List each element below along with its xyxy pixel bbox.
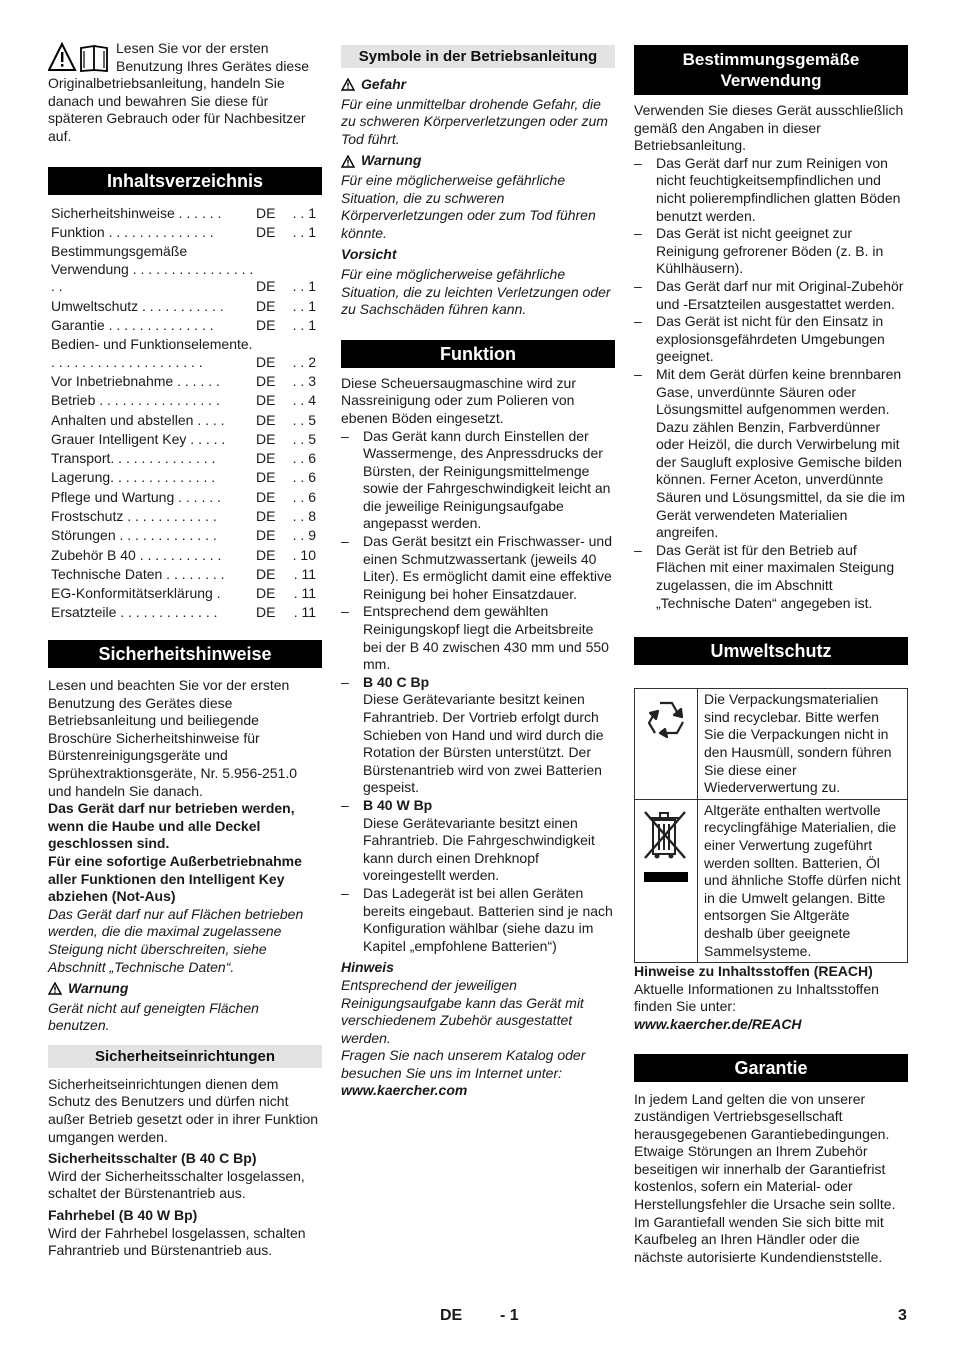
toc-entry-title: Bestimmungsgemäße Verwendung . . . . . . . . . . . . . . . . . . [51,243,254,295]
warranty-heading: Garantie [634,1054,908,1082]
toc-entry-title: Funktion . . . . . . . . . . . . . . [51,223,214,240]
toc-entry-lang: DE [256,585,276,602]
crossed-out-bin-icon [641,806,691,886]
intended-use-item: – Das Gerät ist nicht geeignet zur Reinigung gefrorener Böden (z. B. in Kühlhäusern). [634,225,884,277]
intended-use-item: – Das Gerät ist nicht für den Einsatz in explosionsgefährdeten Umgebungen geeignet. [634,313,885,365]
function-heading: Funktion [341,340,615,368]
warning-triangle-icon [48,982,62,995]
charger-item: – Das Ladegerät ist bei allen Geräten bereits eingebaut. Batterien sind je nach Konfiguration wählbar (siehe dazu im Kapitel „empfohlene Batterien“) [341,884,613,954]
toc-entry-page: . . 6 [292,450,316,467]
toc-entry[interactable] [51,317,322,335]
kaercher-link[interactable]: www.kaercher.com [341,1082,468,1099]
variant-w-title: B 40 W Bp [363,796,433,813]
footer-section-page: - 1 [500,1307,519,1324]
page-number: 3 [898,1307,907,1324]
toc-entry-title: Lagerung. . . . . . . . . . . . . . [51,469,216,486]
toc-entry-page: . . 4 [292,392,316,409]
toc-entry[interactable] [51,469,322,487]
toc-entry-title: Vor Inbetriebnahme . . . . . . [51,373,220,390]
column-middle [341,45,615,1100]
toc-entry-page: . . 5 [292,430,316,447]
toc-entry-title: Störungen . . . . . . . . . . . . . [51,527,217,544]
reach-text: Aktuelle Informationen zu Inhaltsstoffen finden Sie unter: [634,980,879,1015]
warning-manual-icon [48,42,112,72]
toc-entry-title: Grauer Intelligent Key . . . . . [51,430,226,447]
toc-entry-lang: DE [256,204,276,221]
toc-entry-page: . . 5 [292,411,316,428]
safety-warning-label: Warnung [68,980,129,997]
safety-slope-note: Das Gerät darf nur auf Flächen betrieben werden, die die maximal zugelassene Steigung nicht überschreiten, siehe Abschnitt „Technische Daten“. [48,905,304,975]
packaging-text: Die Verpackungsmaterialien sind recyclebar. Bitte werfen Sie die Verpackungen nicht in den Hausmüll, sondern führen Sie diese einer Wiederverwertung zu. [698,689,908,800]
danger-label: Gefahr [361,76,407,92]
variant-c-item: – B 40 C Bp Diese Gerätevariante besitzt keinen Fahrantrieb. Der Vortrieb erfolgt durch Schieben von Hand und wird durch die Rotation der Bürsten unterstützt. Der Bürstenantrieb wird von zwei Batterien gespeist. [341,673,604,796]
toc-entry-page: . 10 [292,546,316,563]
intended-use-item: – Das Gerät ist für den Betrieb auf Flächen mit einer maximalen Steigung zugelassen, die im Abschnitt „Technische Daten“ angegeben ist. [634,541,895,611]
toc-entry[interactable] [51,566,322,584]
variant-w-text: Diese Gerätevariante besitzt einen Fahrantrieb. Die Fahrgeschwindigkeit kann durch einen Drehknopf voreingestellt werden. [363,814,595,884]
toc-entry-page: . . 3 [292,373,316,390]
variant-c-title: B 40 C Bp [363,673,430,690]
toc-entry-lang: DE [256,546,276,563]
toc-entry[interactable] [51,508,322,526]
safety-warning-text: Gerät nicht auf geneigten Flächen benutzen. [48,999,259,1034]
caution-text: Für eine möglicherweise gefährliche Situation, die zu leichten Verletzungen oder zu Sachschäden führen kann. [341,265,611,318]
toc-entry-lang: DE [256,469,276,486]
warning-text: Für eine möglicherweise gefährliche Situation, die zu schweren Körperverletzungen oder zum Tod führen könnte. [341,171,596,241]
warning-triangle-icon [341,155,355,168]
function-item: – Das Gerät kann durch Einstellen der Wassermenge, des Anpressdrucks der Bürsten, der Reinigungsmittelmenge sowie der Fahrgeschwindigkeit leicht an die jeweilige Reinigungsaufgabe angepasst werden. [341,427,611,532]
toc-entry-lang: DE [256,353,276,370]
toc-entry[interactable] [51,243,322,296]
disposal-row [635,799,908,962]
safety-switch-heading: Sicherheitsschalter (B 40 C Bp) [48,1150,257,1167]
safety-emergency-note: Für eine sofortige Außerbetriebnahme aller Funktionen den Intelligent Key abziehen (Not-Aus) [48,852,302,905]
toc-entry-page: . 11 [293,585,316,602]
function-item: – Das Gerät besitzt ein Frischwasser- und einen Schmutzwassertank (jeweils 40 Liter). Es ermöglicht damit eine effektive Reinigung bei hoher Einsatzdauer. [341,533,612,602]
table-of-contents [48,205,322,622]
note-text-2: Fragen Sie nach unserem Katalog oder besuchen Sie uns im Internet unter: [341,1047,586,1081]
toc-entry-title: Betrieb . . . . . . . . . . . . . . . . [51,392,220,409]
toc-entry[interactable] [51,392,322,410]
toc-entry-lang: DE [256,392,276,409]
packaging-row [635,689,908,800]
toc-entry-title: Anhalten und abstellen . . . . [51,411,225,428]
safety-warning-head [48,980,322,998]
toc-entry[interactable] [51,336,322,371]
toc-entry-lang: DE [256,508,276,524]
recycling-icon [641,695,691,745]
toc-entry-lang: DE [256,373,276,390]
toc-entry-page: . . 1 [292,223,316,240]
toc-entry[interactable] [51,298,322,316]
danger-text: Für eine unmittelbar drohende Gefahr, die zu schweren Körperverletzungen oder zum Tod führt. [341,95,608,147]
reach-heading: Hinweise zu Inhaltsstoffen (REACH) [634,963,873,980]
toc-entry[interactable] [51,373,322,391]
toc-entry-page: . . 1 [292,297,316,314]
toc-entry-lang: DE [256,565,276,582]
toc-heading: Inhaltsverzeichnis [48,167,322,195]
toc-entry-page: . . 1 [292,204,316,221]
toc-entry-title: Zubehör B 40 . . . . . . . . . . . [51,546,222,563]
caution-label: Vorsicht [341,246,397,263]
intro-block [48,40,322,146]
intended-use-item: – Mit dem Gerät dürfen keine brennbaren Gase, unverdünnte Säuren oder Lösungsmittel aufgenommen werden. Dazu zählen Benzin, Farbverdünner oder Heizöl, die durch Verwirbelung mit der Saugluft explosive Gemische bilden können. Ferner Aceton, unverdünnte Säuren und Lösungsmittel, da sie die im Gerät verwendeten Materialien angreifen. [634,365,906,541]
toc-entry-page: . . 6 [292,488,316,505]
toc-entry[interactable] [51,431,322,449]
toc-entry[interactable] [51,412,322,430]
toc-entry-lang: DE [256,316,276,333]
safety-switch-text: Wird der Sicherheitsschalter losgelassen, schaltet der Bürstenantrieb aus. [48,1167,305,1202]
variant-c-text: Diese Gerätevariante besitzt keinen Fahrantrieb. Der Vortrieb erfolgt durch Schieben von Hand und wird durch die Rotation der Bürsten unterstützt. Der Bürstenantrieb wird von zwei Batterien gespeist. [363,691,604,796]
toc-entry-lang: DE [256,297,276,314]
variant-w-item: – B 40 W Bp Diese Gerätevariante besitzt einen Fahrantrieb. Die Fahrgeschwindigkeit kann durch einen Drehknopf voreingestellt werden. [341,796,595,884]
toc-entry-title: Garantie . . . . . . . . . . . . . . [51,316,214,333]
toc-entry-lang: DE [256,450,276,467]
toc-entry-page: . 11 [293,604,316,621]
toc-entry[interactable] [51,585,322,603]
drive-lever-text: Wird der Fahrhebel losgelassen, schalten Fahrantrieb und Bürstenantrieb aus. [48,1224,306,1259]
toc-entry-lang: DE [256,411,276,428]
toc-entry[interactable] [51,527,322,545]
warning-head [341,152,615,170]
toc-entry[interactable] [51,489,322,507]
toc-entry-lang: DE [256,488,276,505]
toc-entry-title: Bedien- und Funktionselemente. . . . . . . . . . . . . . . . . . . . . [51,336,253,370]
toc-entry-page: . . 1 [292,278,316,295]
safety-heading: Sicherheitshinweise [48,640,322,668]
toc-entry-page: . . 6 [292,469,316,486]
toc-entry-page: . . 8 [292,508,316,524]
toc-entry[interactable] [51,205,322,223]
environment-heading: Umweltschutz [634,637,908,665]
column-right [634,45,908,1266]
intended-use-item: – Das Gerät darf nur zum Reinigen von nicht feuchtigkeitsempfindlichen und nicht polierempfindlichen glatten Böden benutzt werden. [634,154,901,224]
note-label: Hinweis [341,959,394,976]
function-intro: Diese Scheuersaugmaschine wird zur Nassreinigung oder zum Polieren von ebenen Böden eingesetzt. [341,374,576,426]
drive-lever-heading: Fahrhebel (B 40 W Bp) [48,1207,198,1224]
symbols-heading: Symbole in der Betriebsanleitung [341,45,615,68]
intended-use-intro: Verwenden Sie dieses Gerät ausschließlich gemäß den Angaben in dieser Betriebsanleitung. [634,102,904,154]
intro-text: Lesen Sie vor der ersten Benutzung Ihres Gerätes diese Originalbetriebsanleitung, handeln Sie danach und bewahren Sie diese für späteren Gebrauch oder für Nachbesitzer auf. [48,40,310,144]
toc-entry-page: . . 1 [292,316,316,333]
warning-label: Warnung [361,152,422,169]
intended-use-item: – Das Gerät darf nur mit Original-Zubehör und -Ersatzteilen ausgestattet werden. [634,277,904,312]
safety-intro: Lesen und beachten Sie vor der ersten Benutzung des Gerätes diese Betriebsanleitung und beiliegende Broschüre Sicherheitshinweise für Bürstenreinigungsgeräte und Sprühextraktionsgeräte, Nr. 5.956-251.0 und handeln Sie danach. [48,677,298,799]
environment-table [634,688,908,963]
toc-entry-page: . . 9 [292,527,316,544]
toc-entry-page: . . 2 [292,353,316,370]
safety-devices-text: Sicherheitseinrichtungen dienen dem Schutz des Benutzers und dürfen nicht außer Betrieb gesetzt oder in ihrer Funktion umgangen werden. [48,1075,319,1145]
toc-entry[interactable] [51,547,322,565]
toc-entry-title: Pflege und Wartung . . . . . . [51,488,221,505]
toc-entry-page: . 11 [293,565,316,582]
footer-language: DE [440,1307,463,1324]
toc-entry-lang: DE [256,604,276,621]
safety-cover-note: Das Gerät darf nur betrieben werden, wenn die Haube und alle Deckel geschlossen sind. [48,800,295,852]
toc-entry[interactable] [51,450,322,468]
disposal-text: Altgeräte enthalten wertvolle recyclingfähige Materialien, die einer Verwertung zugeführt werden sollten. Batterien, Öl und ähnliche Stoffe dürfen nicht in die Umwelt gelangen. Bitte entsorgen Sie Altgeräte deshalb über geeignete Sammelsysteme. [698,799,908,962]
danger-triangle-icon [341,78,355,91]
toc-entry-title: EG-Konformitätserklärung . [51,585,221,602]
toc-entry-lang: DE [256,527,276,544]
reach-link[interactable]: www.kaercher.de/REACH [634,1015,802,1032]
toc-entry-title: Frostschutz . . . . . . . . . . . . [51,508,217,524]
note-text-1: Entsprechend der jeweiligen Reinigungsaufgabe kann das Gerät mit verschiedenem Zubehör ausgestattet werden. [341,976,584,1046]
toc-entry-lang: DE [256,278,276,295]
warranty-text: In jedem Land gelten die von unserer zuständigen Vertriebsgesellschaft herausgegebenen Garantiebedingungen. Etwaige Störungen an Ihrem Zubehör beseitigen wir innerhalb der Garantiefrist kostenlos, sofern ein Material- oder Herstellungsfehler die Ursache sein sollte. Im Garantiefall wenden Sie sich bitte mit Kaufbeleg an Ihren Händler oder die nächste autorisierte Kundendienststelle. [634,1090,896,1265]
intended-use-heading: Bestimmungsgemäße Verwendung [634,45,908,95]
column-left [48,40,322,1260]
toc-entry-lang: DE [256,430,276,447]
safety-devices-heading: Sicherheitseinrichtungen [48,1045,322,1068]
toc-entry-title: Technische Daten . . . . . . . . [51,565,225,582]
toc-entry-title: Sicherheitshinweise . . . . . . [51,204,222,221]
danger-head [341,76,615,94]
toc-entry-title: Ersatzteile . . . . . . . . . . . . . [51,604,218,621]
function-item: – Entsprechend dem gewählten Reinigungskopf liegt die Arbeitsbreite bei der B 40 zwischen 430 mm und 550 mm. [341,603,609,673]
toc-entry[interactable] [51,604,322,622]
toc-entry-title: Umweltschutz . . . . . . . . . . . [51,297,224,314]
toc-entry[interactable] [51,224,322,242]
toc-entry-title: Transport. . . . . . . . . . . . . . [51,450,216,467]
toc-entry-lang: DE [256,223,276,240]
